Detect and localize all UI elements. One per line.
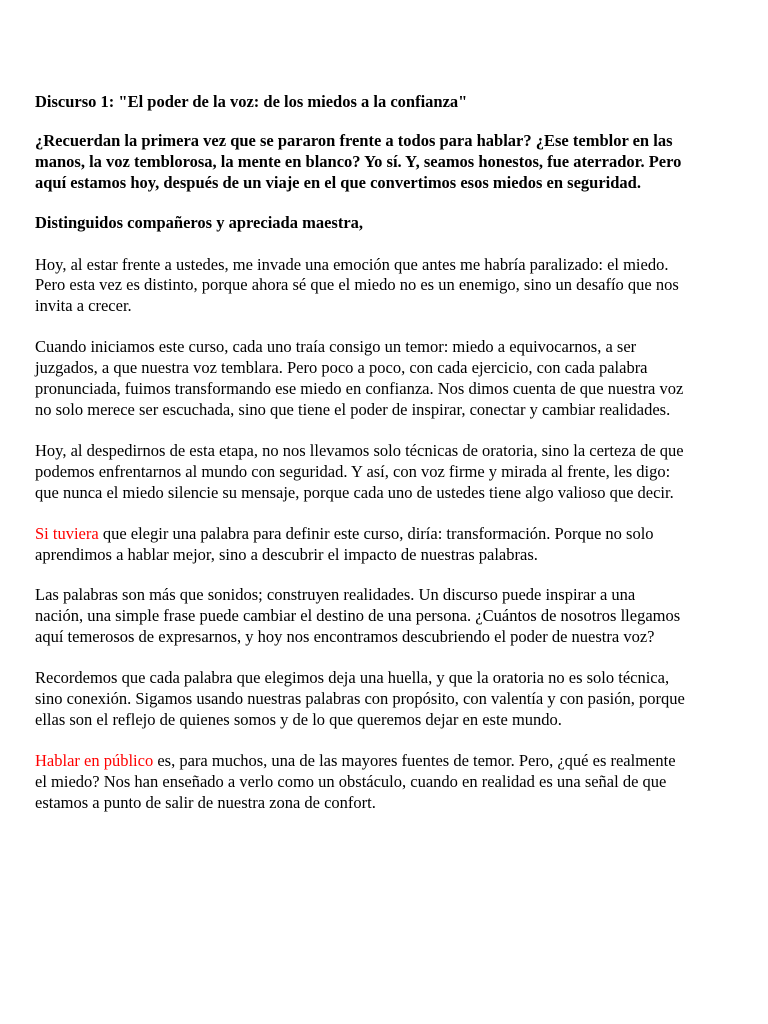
speech-title: Discurso 1: "El poder de la voz: de los miedos a la confianza" bbox=[35, 92, 468, 111]
paragraph-text: es, para muchos, una de las mayores fuentes de temor. Pero, ¿qué es realmente el miedo? Nos han enseñado a verlo como un obstáculo, cuando en realidad es una señal de que estamos a punto de salir de nuestra zona de confort. bbox=[35, 750, 676, 812]
opening-hook: ¿Recuerdan la primera vez que se pararon frente a todos para hablar? ¿Ese temblor en las manos, la voz temblorosa, la mente en blanco? Yo sí. Y, seamos honestos, fue aterrador. Pero aquí estamos hoy, después de un viaje en el que convertimos esos miedos en seguridad. bbox=[35, 130, 682, 192]
paragraph-text: que elegir una palabra para definir este curso, diría: transformación. Porque no solo aprendimos a hablar mejor, sino a descubrir el impacto de nuestras palabras. bbox=[35, 523, 654, 564]
paragraph-fear: Hoy, al estar frente a ustedes, me invade una emoción que antes me habría paralizado: el miedo. Pero esta vez es distinto, porque ahora sé que el miedo no es un enemigo, sino un desafío que nos invita a crecer. bbox=[35, 254, 679, 316]
paragraph-public-speaking bbox=[35, 751, 685, 814]
highlighted-phrase: Hablar en público bbox=[35, 750, 154, 770]
paragraph-transformation bbox=[35, 524, 685, 566]
highlighted-phrase: Si tuviera bbox=[35, 523, 99, 543]
paragraph-course: Cuando iniciamos este curso, cada uno traía consigo un temor: miedo a equivocarnos, a ser juzgados, a que nuestra voz temblara. Pero poco a poco, con cada ejercicio, con cada palabra pronunciada, fuimos transformando ese miedo en confianza. Nos dimos cuenta de que nuestra voz no solo merece ser escuchada, sino que tiene el poder de inspirar, conectar y cambiar realidades. bbox=[35, 337, 684, 419]
paragraph-connection: Recordemos que cada palabra que elegimos deja una huella, y que la oratoria no es solo técnica, sino conexión. Sigamos usando nuestras palabras con propósito, con valentía y con pasión, porque ellas son el reflejo de quienes somos y de lo que queremos dejar en este mundo. bbox=[35, 668, 685, 729]
greeting: Distinguidos compañeros y apreciada maestra, bbox=[35, 212, 364, 232]
paragraph-words: Las palabras son más que sonidos; construyen realidades. Un discurso puede inspirar a una nación, una simple frase puede cambiar el destino de una persona. ¿Cuántos de nosotros llegamos aquí temerosos de expresarnos, y hoy nos encontramos descubriendo el poder de nuestra voz? bbox=[35, 585, 681, 647]
paragraph-farewell: Hoy, al despedirnos de esta etapa, no nos llevamos solo técnicas de oratoria, sino la certeza de que podemos enfrentarnos al mundo con seguridad. Y así, con voz firme y mirada al frente, les digo: que nunca el miedo silencie su mensaje, porque cada uno de ustedes tiene algo valioso que decir. bbox=[35, 440, 684, 502]
document-page bbox=[35, 92, 685, 834]
